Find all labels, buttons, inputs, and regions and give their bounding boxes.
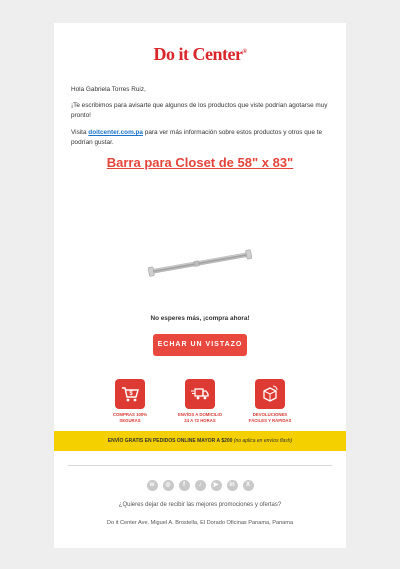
instagram-icon[interactable]: ◎ [163,480,174,491]
x-icon[interactable]: X [243,480,254,491]
company-address: Do it Center Ave. Miguel A. Brostella, El Dorado Oficinas Panama, Panama [106,520,294,526]
free-shipping-banner: ENVÍO GRATIS EN PEDIDOS ONLINE MAYOR A $200 (no aplica en envíos flash) [54,431,346,451]
feature-secure: $ COMPRAS 100% SEGURAS [100,379,160,423]
product-image[interactable] [146,243,254,283]
intro-paragraph: ¡Te escribimos para avisarte que algunos de los productos que viste podrían agotarse muy pronto! [71,102,328,119]
doit-center-logo[interactable]: Do it Center® [153,44,247,64]
feature-returns: DEVOLUCIONES FÁCILES Y RÁPIDAS [240,379,300,423]
secure-cart-icon [115,379,145,409]
cta-text: No esperes más, ¡compra ahora! [150,315,250,322]
view-product-button[interactable]: ECHAR UN VISTAZO [153,334,247,356]
footer-divider [68,465,332,466]
product-title-link[interactable]: Barra para Closet de 58" x 83" [106,155,294,170]
feature-delivery: ENVÍOS A DOMICILIO 24 A 72 HORAS [170,379,230,423]
website-link[interactable]: doitcenter.com.pa [88,129,143,136]
greeting: Hola Gabriela Torres Ruiz, [71,86,146,93]
youtube-icon[interactable]: ▶ [211,480,222,491]
visit-paragraph: Visita doitcenter.com.pa para ver más información sobre estos productos y otros que te podrían gustar. [71,129,323,146]
tiktok-icon[interactable]: ♪ [195,480,206,491]
return-box-icon [255,379,285,409]
social-links [54,480,346,491]
whatsapp-icon[interactable]: w [147,480,158,491]
unsubscribe-link[interactable]: ¿Quieres dejar de recibir las mejores promociones y ofertas? [118,502,282,508]
svg-text:$: $ [129,391,133,397]
facebook-icon[interactable]: f [179,480,190,491]
delivery-truck-icon [185,379,215,409]
email-card [54,23,346,548]
linkedin-icon[interactable]: in [227,480,238,491]
